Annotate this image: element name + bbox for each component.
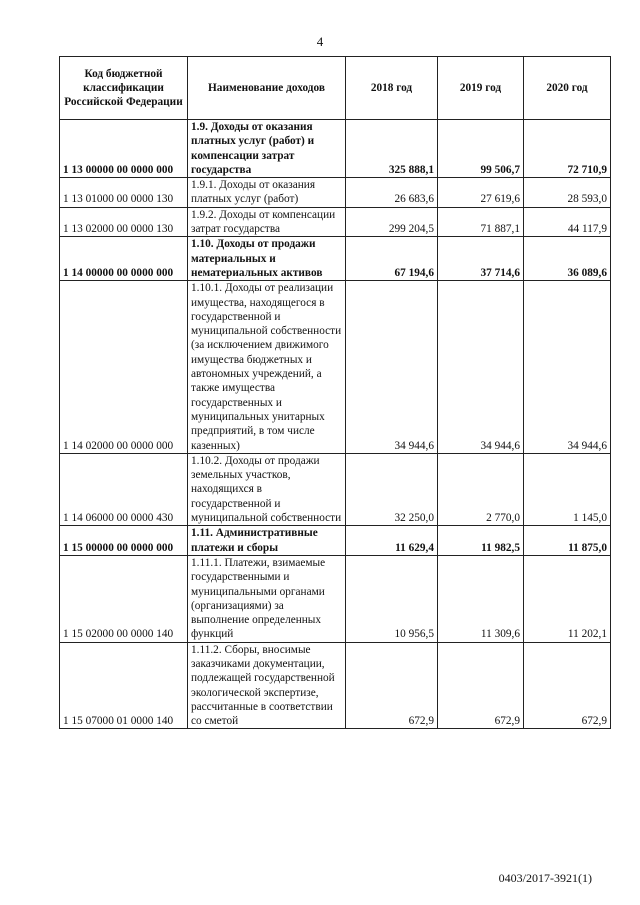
row-code: 1 13 01000 00 0000 130	[60, 178, 188, 208]
page-number: 4	[316, 34, 324, 49]
revenue-table	[59, 56, 611, 729]
value-2018: 10 956,5	[346, 555, 438, 642]
value-2019: 71 887,1	[438, 207, 524, 237]
document-number: 0403/2017-3921(1)	[498, 871, 592, 885]
row-name: 1.10.2. Доходы от продажи земельных участков, находящихся в государственной и муниципальной собственности	[188, 453, 346, 525]
value-2018: 672,9	[346, 642, 438, 729]
table-row	[60, 120, 611, 178]
value-2020: 1 145,0	[524, 453, 611, 525]
value-2019: 11 982,5	[438, 526, 524, 556]
value-2020: 72 710,9	[524, 120, 611, 178]
value-2019: 99 506,7	[438, 120, 524, 178]
row-code: 1 14 00000 00 0000 000	[60, 237, 188, 281]
value-2018: 299 204,5	[346, 207, 438, 237]
value-2018: 67 194,6	[346, 237, 438, 281]
row-code: 1 14 02000 00 0000 000	[60, 281, 188, 454]
value-2018: 26 683,6	[346, 178, 438, 208]
table-row	[60, 281, 611, 454]
row-name: 1.9. Доходы от оказания платных услуг (работ) и компенсации затрат государства	[188, 120, 346, 178]
row-name: 1.11. Административные платежи и сборы	[188, 526, 346, 556]
value-2019: 27 619,6	[438, 178, 524, 208]
header-name: Наименование доходов	[188, 57, 346, 120]
row-name: 1.11.2. Сборы, вносимые заказчиками документации, подлежащей государственной экологической экспертизе, рассчитанные в соответствии со сметой	[188, 642, 346, 729]
value-2019: 34 944,6	[438, 281, 524, 454]
row-name: 1.9.2. Доходы от компенсации затрат государства	[188, 207, 346, 237]
header-2019: 2019 год	[438, 57, 524, 120]
value-2020: 11 875,0	[524, 526, 611, 556]
row-code: 1 15 07000 01 0000 140	[60, 642, 188, 729]
header-2020: 2020 год	[524, 57, 611, 120]
table-row	[60, 642, 611, 729]
table-row	[60, 178, 611, 208]
value-2019: 37 714,6	[438, 237, 524, 281]
value-2020: 672,9	[524, 642, 611, 729]
value-2018: 325 888,1	[346, 120, 438, 178]
table-row	[60, 237, 611, 281]
table-row	[60, 555, 611, 642]
value-2020: 11 202,1	[524, 555, 611, 642]
table-row	[60, 526, 611, 556]
row-code: 1 15 00000 00 0000 000	[60, 526, 188, 556]
row-name: 1.10. Доходы от продажи материальных и нематериальных активов	[188, 237, 346, 281]
row-name: 1.9.1. Доходы от оказания платных услуг (работ)	[188, 178, 346, 208]
row-code: 1 13 02000 00 0000 130	[60, 207, 188, 237]
value-2018: 34 944,6	[346, 281, 438, 454]
value-2020: 28 593,0	[524, 178, 611, 208]
value-2020: 36 089,6	[524, 237, 611, 281]
row-name: 1.11.1. Платежи, взимаемые государственными и муниципальными органами (организациями) за выполнение определенных функций	[188, 555, 346, 642]
value-2020: 44 117,9	[524, 207, 611, 237]
table-row	[60, 453, 611, 525]
value-2018: 11 629,4	[346, 526, 438, 556]
value-2018: 32 250,0	[346, 453, 438, 525]
value-2019: 672,9	[438, 642, 524, 729]
row-code: 1 14 06000 00 0000 430	[60, 453, 188, 525]
value-2019: 2 770,0	[438, 453, 524, 525]
row-code: 1 13 00000 00 0000 000	[60, 120, 188, 178]
value-2020: 34 944,6	[524, 281, 611, 454]
table-header-row	[60, 57, 611, 120]
row-code: 1 15 02000 00 0000 140	[60, 555, 188, 642]
table-row	[60, 207, 611, 237]
value-2019: 11 309,6	[438, 555, 524, 642]
header-code: Код бюджетной классификации Российской Федерации	[60, 57, 188, 120]
header-2018: 2018 год	[346, 57, 438, 120]
row-name: 1.10.1. Доходы от реализации имущества, находящегося в государственной и муниципальной собственности (за исключением движимого имущества бюджетных и автономных учреждений, а также имущества государственных и муниципальных унитарных предприятий, в том числе казенных)	[188, 281, 346, 454]
